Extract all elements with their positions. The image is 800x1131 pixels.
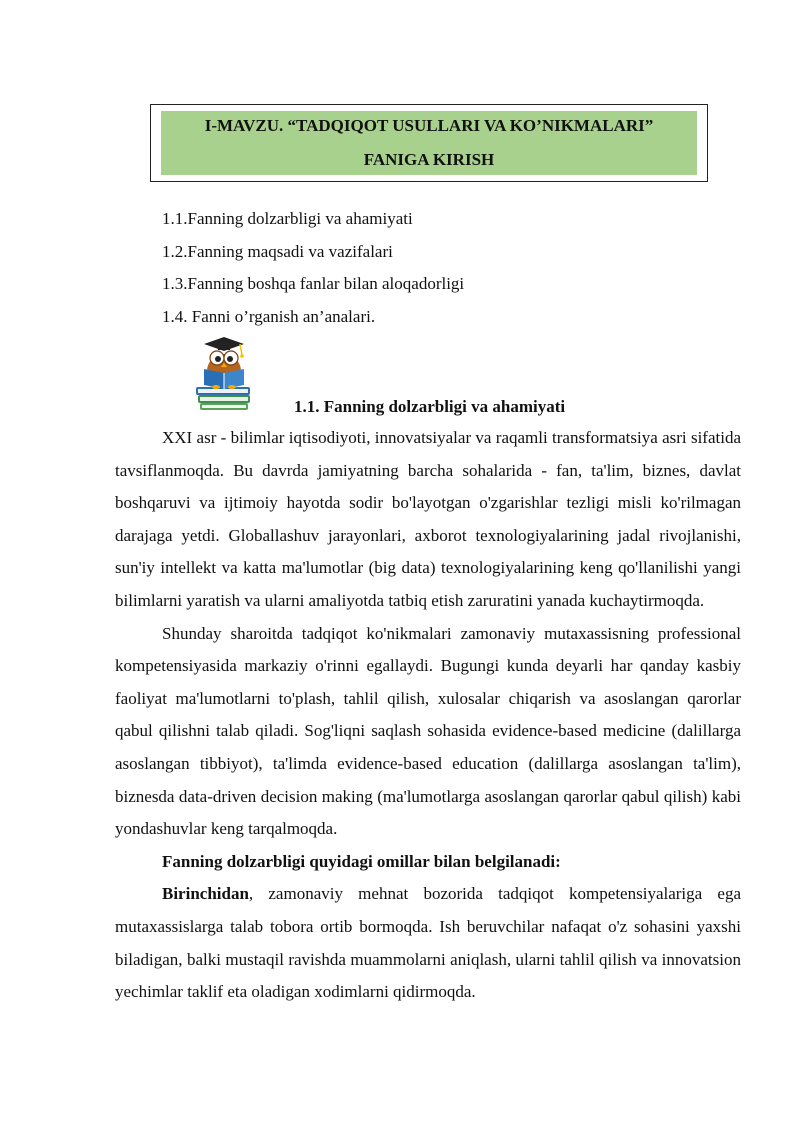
- body-text: [115, 422, 741, 1009]
- title-banner: [161, 111, 697, 175]
- title-line-1: I-MAVZU. “TADQIQOT USULLARI VA KO’NIKMALARI”: [204, 116, 654, 135]
- toc-item: 1.4. Fanni o’rganish an’analari.: [162, 306, 376, 326]
- toc-item: 1.2.Fanning maqsadi va vazifalari: [162, 241, 393, 261]
- paragraph: Shunday sharoitda tadqiqot ko'nikmalari zamonaviy mutaxassisning professional kompetensiyasida markaziy o'rinni egallaydi. Bugungi kunda deyarli har qanday kasbiy faoliyat ma'lumotlarni to'plash, tahlil qilish, xulosalar chiqarish va asoslangan qarorlar qabul qilishni talab qiladi. Sog'liqni saqlash sohasida evidence-based medicine (dalillarga asoslangan tibbiyot), ta'limda evidence-based education (dalillarga asoslangan ta'lim), biznesda data-driven decision making (ma'lumotlarga asoslangan qarorlar qabul qilish) kabi yondashuvlar keng tarqalmoqda.: [115, 623, 741, 839]
- title-line-2: FANIGA KIRISH: [363, 150, 495, 169]
- paragraph-lead-word: Birinchidan: [162, 884, 249, 904]
- section-heading: 1.1. Fanning dolzarbligi va ahamiyati: [294, 397, 566, 416]
- paragraph: [115, 878, 741, 1008]
- paragraph: XXI asr - bilimlar iqtisodiyoti, innovatsiyalar va raqamli transformatsiya asri sifatida tavsiflanmoqda. Bu davrda jamiyatning barcha sohalarida - fan, ta'lim, biznes, davlat boshqaruvi va ijtimoiy hayotda sodir bo'layotgan o'zgarishlar tezligi misli ko'rilmagan darajaga yetdi. Globallashuv jarayonlari, axborot texnologiyalarining jadal rivojlanishi, sun'iy intellekt va katta ma'lumotlar (big data) texnologiyalarining keng qo'llanilishi yangi bilimlarni yaratish va ularni amaliyotda tatbiq etish zaruratini yanada kuchaytirmoqda.: [115, 428, 741, 610]
- toc-item: 1.3.Fanning boshqa fanlar bilan aloqadorligi: [162, 274, 465, 293]
- title-box: [150, 104, 708, 182]
- toc-item: 1.1.Fanning dolzarbligi va ahamiyati: [162, 209, 413, 228]
- table-of-contents: [162, 203, 464, 333]
- paragraph-rest: , zamonaviy mehnat bozorida tadqiqot kompetensiyalariga ega mutaxassislarga talab tobora ortib bormoqda. Ish beruvchilar nafaqat o'z sohasini yaxshi biladigan, balki mustaqil ravishda muammolarni aniqlash, ularni tahlil qilish va innovatsion yechimlar taklif eta oladigan xodimlarni qidirmoqda.: [115, 884, 741, 1002]
- paragraph-bold: Fanning dolzarbligi quyidagi omillar bilan belgilanadi:: [162, 851, 561, 871]
- owl-reading-book-icon: [190, 333, 260, 413]
